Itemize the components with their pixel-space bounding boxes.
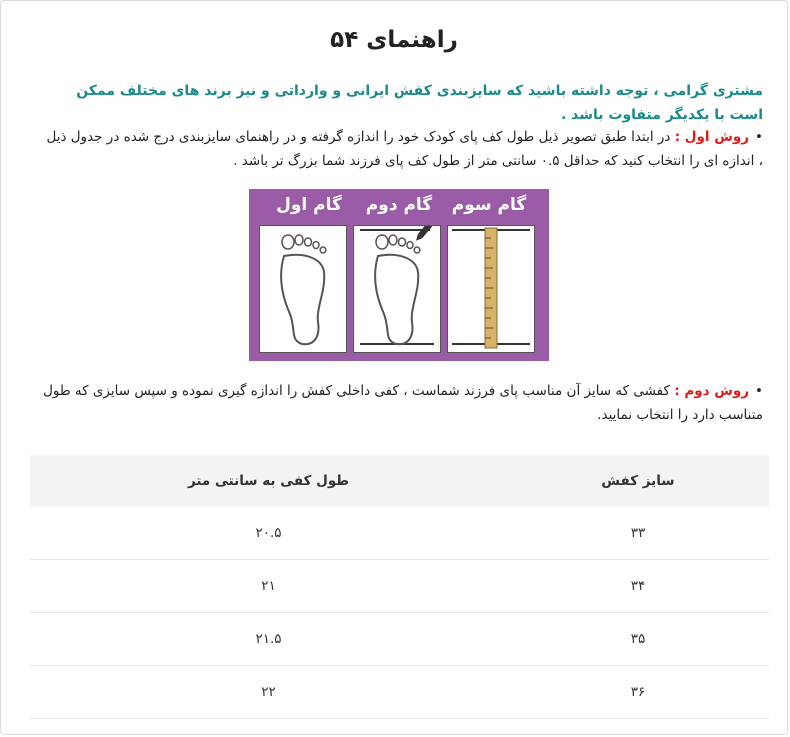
method-one <box>41 125 763 173</box>
method-one-text: در ابتدا طبق تصویر ذیل طول کف پای کودک خود را اندازه گرفته و در راهنمای سایزبندی درج شده در جدول ذیل ، اندازه ای را انتخاب کنید که حداقل ۰.۵ سانتی متر از طول کف پای فرزند شما بزرگ تر باشد . <box>46 129 763 169</box>
cell-foot-length: ۲۱.۵ <box>30 613 507 666</box>
method-two-label: روش دوم : <box>674 383 750 399</box>
cell-foot-length: ۲۲ <box>30 666 507 719</box>
method-two <box>41 379 763 427</box>
step-two-label: گام دوم <box>365 195 433 215</box>
header-shoe-size: سایز کفش <box>507 455 769 507</box>
method-two-text: کفشی که سایز آن مناسب پای فرزند شماست ، کفی داخلی کفش را اندازه گیری نموده و سپس سایزی که طول متناسب دارد را انتخاب نمایید. <box>43 383 763 423</box>
size-table-wrapper <box>30 455 769 719</box>
bullet-icon: • <box>755 129 763 145</box>
ruler-icon <box>448 226 534 352</box>
cell-foot-length: ۲۰.۵ <box>30 507 507 560</box>
cell-shoe-size: ۳۶ <box>507 666 769 719</box>
table-row <box>30 560 769 613</box>
bullet-icon: • <box>755 383 763 399</box>
table-row <box>30 666 769 719</box>
step-one-label: گام اول <box>276 195 342 215</box>
table-row <box>30 507 769 560</box>
table-row <box>30 613 769 666</box>
cell-shoe-size: ۳۵ <box>507 613 769 666</box>
ruler-panel <box>447 225 535 353</box>
size-table <box>30 455 769 719</box>
foot-icon <box>260 226 346 352</box>
cell-shoe-size: ۳۴ <box>507 560 769 613</box>
method-one-label: روش اول : <box>674 129 750 145</box>
foot-pencil-icon <box>354 226 440 352</box>
cell-foot-length: ۲۱ <box>30 560 507 613</box>
page-title: راهنمای ۵۴ <box>330 27 458 53</box>
table-header-row <box>30 455 769 507</box>
cell-shoe-size: ۳۳ <box>507 507 769 560</box>
header-foot-length: طول کفی به سانتی متر <box>30 455 507 507</box>
measure-guide-image <box>249 189 549 361</box>
intro-notice: مشتری گرامی ، توجه داشته باشید که سایزبندی کفش ایرانی و وارداتی و نیز برند های مختلف ممکن است با یکدیگر متفاوت باشد . <box>76 83 763 123</box>
step-three-label: گام سوم <box>451 195 527 215</box>
foot-marked-panel <box>353 225 441 353</box>
foot-outline-panel <box>259 225 347 353</box>
